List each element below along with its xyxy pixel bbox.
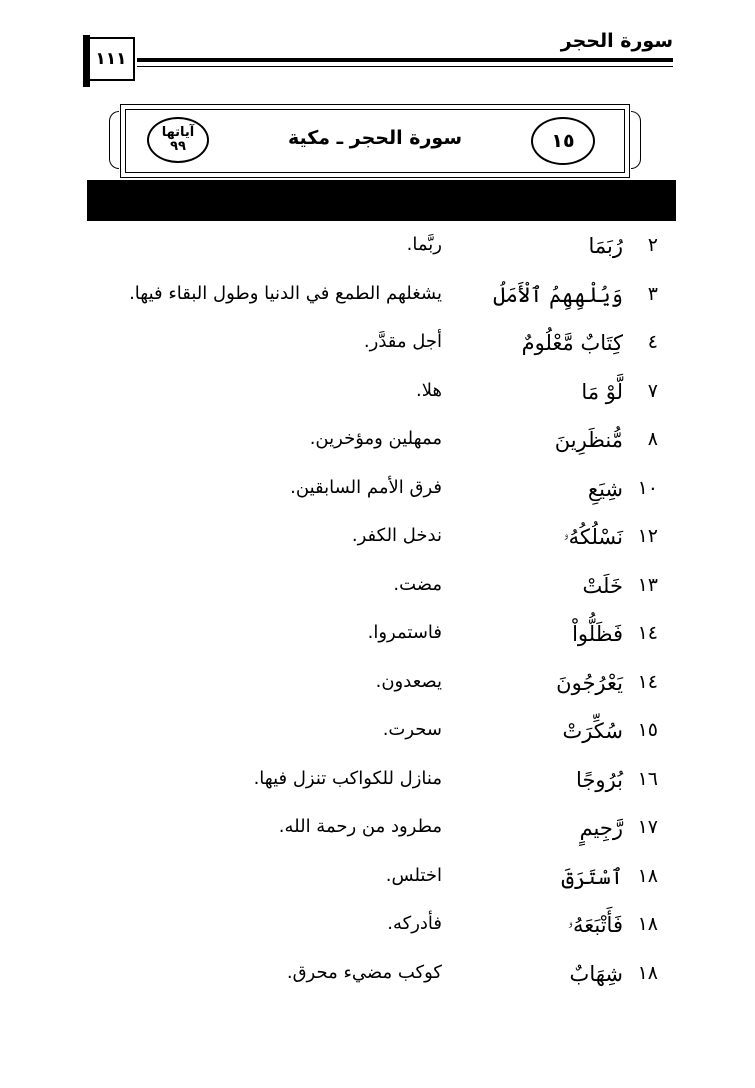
glossary-row xyxy=(0,760,755,809)
black-header-bar xyxy=(87,180,676,221)
page-number-box xyxy=(87,37,135,81)
glossary-row xyxy=(0,954,755,1003)
verse-number: ٧ xyxy=(647,379,658,402)
quran-word: سُكِّرَتْ xyxy=(562,719,623,743)
verse-number: ١٠ xyxy=(637,476,658,499)
word-meaning: ممهلين ومؤخرين. xyxy=(309,428,442,449)
glossary-row xyxy=(0,275,755,324)
word-meaning: هلا. xyxy=(416,379,442,401)
verse-count: ٩٩ xyxy=(170,139,186,154)
quran-word: رَّجِيمٍ xyxy=(579,816,623,840)
verse-count-label: آياتها xyxy=(161,124,195,140)
glossary-list xyxy=(0,226,755,1002)
glossary-row xyxy=(0,663,755,712)
surah-title: سورة الحجر ـ مكية xyxy=(287,127,463,149)
glossary-row xyxy=(0,323,755,372)
page-number: ١١١ xyxy=(95,49,127,69)
running-title: سورة الحجر xyxy=(560,30,673,52)
word-meaning: منازل للكواكب تنزل فيها. xyxy=(253,767,442,789)
word-meaning: يشغلهم الطمع في الدنيا وطول البقاء فيها. xyxy=(129,282,442,304)
verse-number: ١٤ xyxy=(637,622,658,644)
word-meaning: ندخل الكفر. xyxy=(351,525,442,546)
glossary-row xyxy=(0,517,755,566)
quran-word: يَعْرُجُونَ xyxy=(556,670,623,695)
verse-number: ١٧ xyxy=(637,816,658,838)
quran-word: فَأَتْبَعَهُۥ xyxy=(567,913,623,937)
word-meaning: أجل مقدَّر. xyxy=(363,331,442,352)
verse-number: ١٤ xyxy=(637,670,658,693)
quran-word: شِيَعِ xyxy=(587,476,623,501)
quran-word: كِتَابٌ مَّعْلُومٌ xyxy=(521,331,623,355)
glossary-row xyxy=(0,226,755,275)
glossary-row xyxy=(0,614,755,663)
verse-number: ١٣ xyxy=(637,573,658,596)
quran-word: فَظَلُّواْ xyxy=(572,622,623,646)
surah-number: ١٥ xyxy=(551,129,575,152)
glossary-row xyxy=(0,372,755,421)
verse-number: ٤ xyxy=(647,331,658,353)
verse-number: ٣ xyxy=(647,282,658,305)
word-meaning: اختلس. xyxy=(385,864,442,886)
word-meaning: فاستمروا. xyxy=(367,622,442,643)
surah-title-frame xyxy=(120,104,630,178)
quran-word: نَسْلُكُهُۥ xyxy=(563,525,623,549)
quran-word: خَلَتْ xyxy=(582,573,623,598)
quran-word: ٱسْتَرَقَ xyxy=(561,864,623,889)
word-meaning: مطرود من رحمة الله. xyxy=(278,816,442,837)
word-meaning: يصعدون. xyxy=(375,670,442,692)
verse-number: ٢ xyxy=(647,234,658,256)
verse-number: ١٦ xyxy=(637,767,658,790)
quran-word: شِهَابٌ xyxy=(569,961,623,986)
quran-word: رُبَمَا xyxy=(588,234,623,258)
glossary-row xyxy=(0,711,755,760)
quran-word: مُّنظَرِينَ xyxy=(554,428,623,452)
quran-word: بُرُوجًا xyxy=(576,767,623,792)
word-meaning: كوكب مضيء محرق. xyxy=(286,961,442,983)
verse-number: ١٢ xyxy=(637,525,658,547)
verse-number: ١٨ xyxy=(637,864,658,887)
word-meaning: ربَّما. xyxy=(406,234,442,255)
glossary-row xyxy=(0,469,755,518)
header-rule-thin xyxy=(137,66,673,67)
word-meaning: مضت. xyxy=(393,573,442,595)
header-rule xyxy=(137,58,673,62)
quran-word: لَّوْ مَا xyxy=(581,379,623,404)
verse-number: ١٥ xyxy=(637,719,658,741)
verse-number: ١٨ xyxy=(637,961,658,984)
word-meaning: فأدركه. xyxy=(387,913,442,934)
glossary-row xyxy=(0,420,755,469)
glossary-row xyxy=(0,808,755,857)
glossary-row xyxy=(0,857,755,906)
verse-count-circle xyxy=(147,117,209,163)
quran-word: وَيُلْهِهِمُ ٱلْأَمَلُ xyxy=(493,282,623,307)
word-meaning: فرق الأمم السابقين. xyxy=(290,476,442,498)
glossary-row xyxy=(0,905,755,954)
verse-number: ١٨ xyxy=(637,913,658,935)
glossary-row xyxy=(0,566,755,615)
word-meaning: سحرت. xyxy=(382,719,442,740)
verse-number: ٨ xyxy=(647,428,658,450)
